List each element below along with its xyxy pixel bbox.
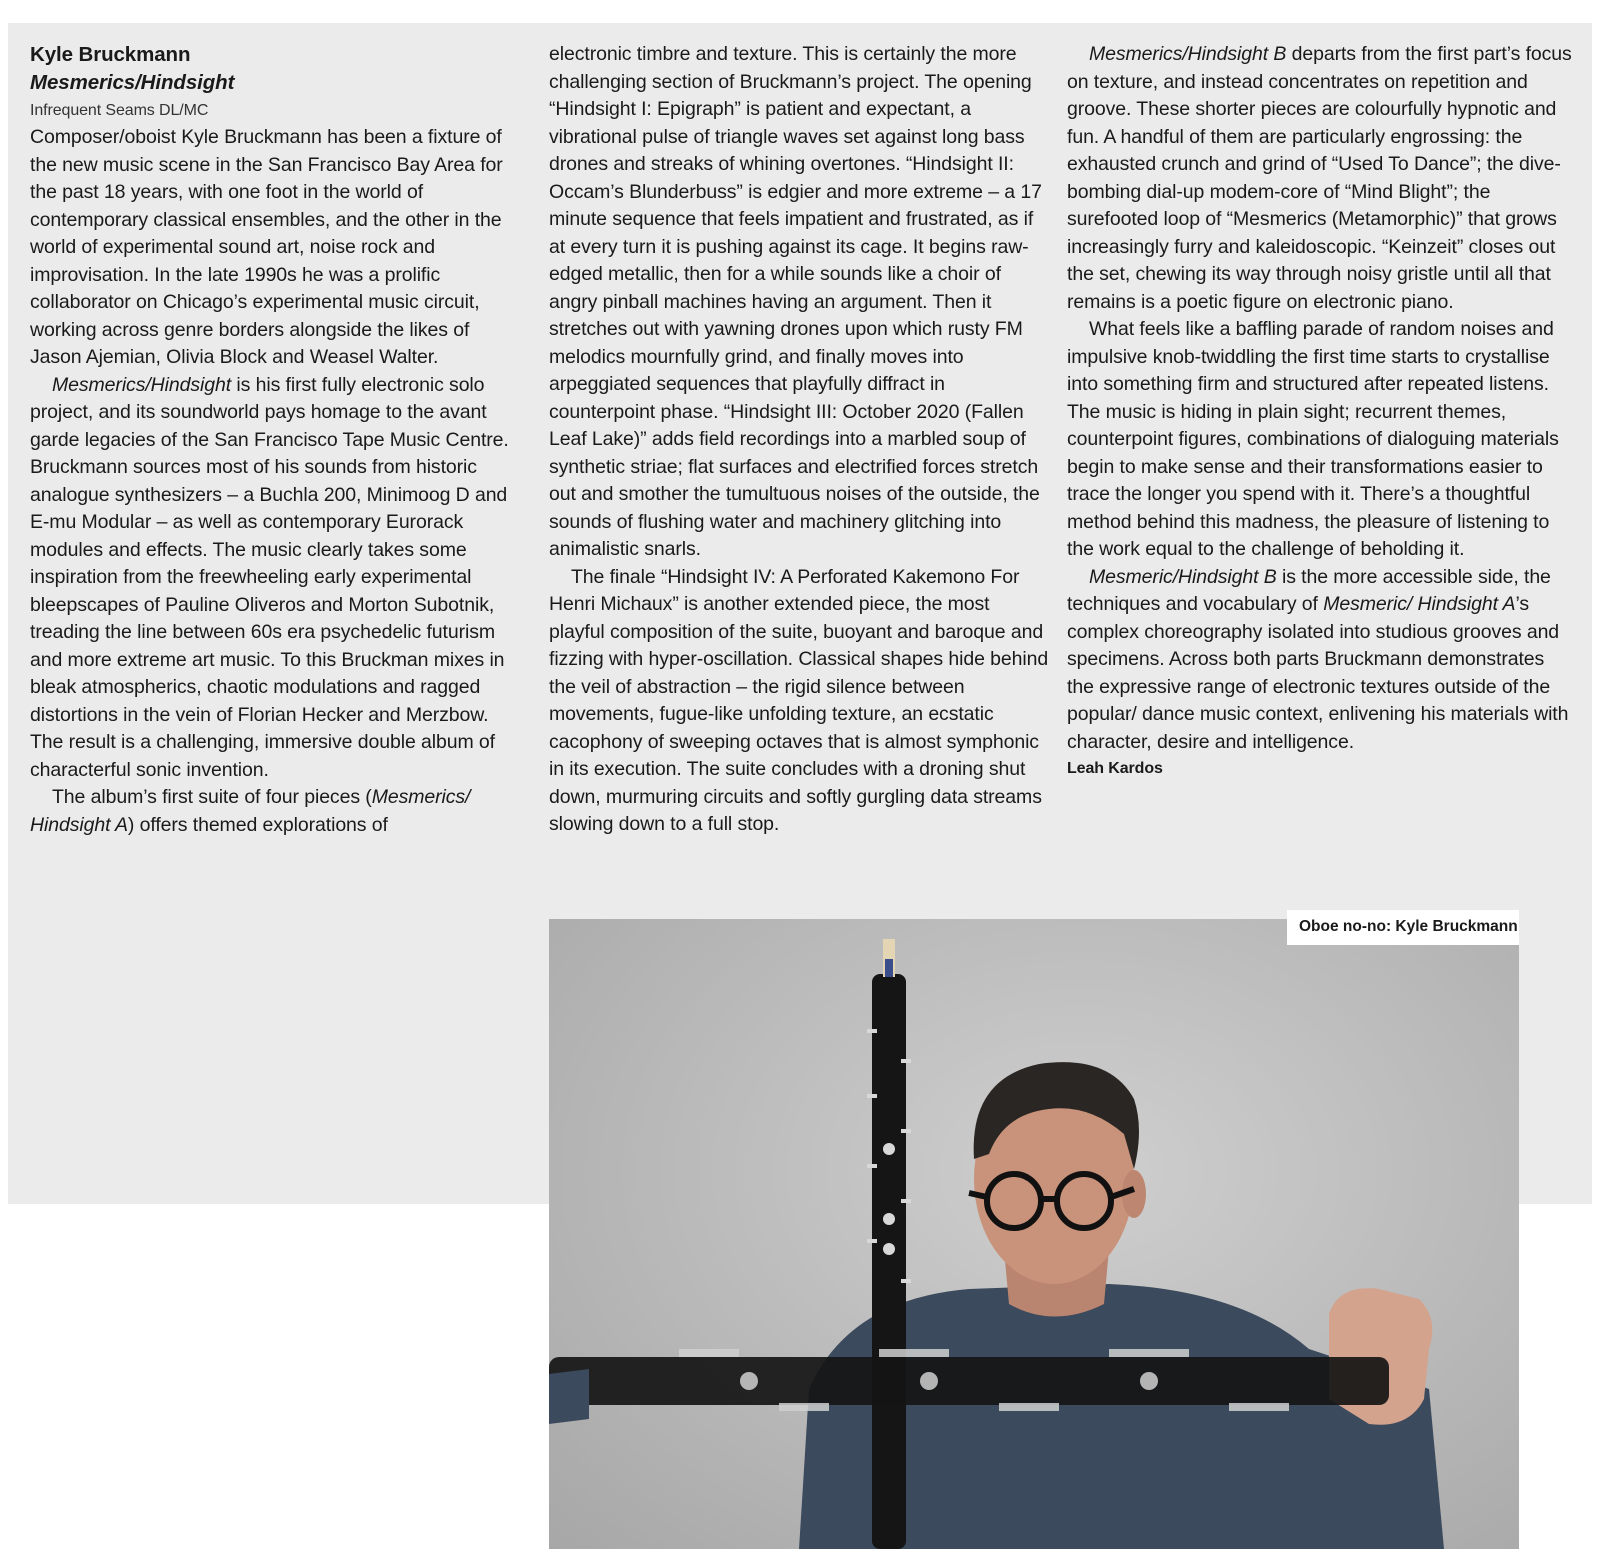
paragraph-text: is the more accessible side, the techniques and vocabulary of	[1067, 565, 1551, 615]
body-paragraph	[1067, 564, 1575, 757]
review-column-3	[1067, 41, 1575, 782]
oboe-horizontal-body	[549, 1357, 1389, 1405]
paragraph-text: ) offers themed explorations of	[127, 813, 388, 836]
body-paragraph	[1067, 41, 1575, 316]
album-title-inline: Mesmerics/Hindsight	[52, 373, 232, 396]
oboe-staple	[885, 959, 893, 977]
album-title-inline: Mesmeric/ Hindsight A	[1323, 593, 1516, 615]
body-paragraph: electronic timbre and texture. This is certainly the more challenging section of Bruckmann’s project. The opening “Hindsight I: Epigraph” is patient and expectant, a vibrational pulse of triangle waves set against long bass drones and streaks of whining overtones. “Hindsight II: Occam’s Blunderbuss” is edgier and more extreme – a 17 minute sequence that feels impatient and frustrated, as if at every turn it is pushing against its cage. It begins raw-edged metallic, then for a while sounds like a choir of angry pinball machines having an argument. Then it stretches out with yawning drones upon which rusty FM melodics mournfully grind, and finally moves into arpeggiated sequences that playfully diffract in counterpoint phase. “Hindsight III: October 2020 (Fallen Leaf Lake)” adds field recordings into a marbled soup of synthetic striae; flat surfaces and electrified forces stretch out and smother the tumultuous noises of the outside, the sounds of flushing water and machinery glitching into animalistic snarls.	[549, 43, 1042, 560]
body-paragraph: Composer/oboist Kyle Bruckmann has been a fixture of the new music scene in the San Francisco Bay Area for the past 18 years, with one foot in the world of contemporary classical ensembles, and the other in the world of experimental sound art, noise rock and improvisation. In the late 1990s he was a prolific collaborator on Chicago’s experimental music circuit, working across genre borders alongside the likes of Jason Ajemian, Olivia Block and Weasel Walter.	[30, 126, 503, 368]
record-label: Infrequent Seams DL/MC	[30, 102, 209, 119]
paragraph-text: ’s complex choreography isolated into studious grooves and specimens. Across both parts Bruckmann demonstrates the expressive range of electronic textures outside of the popular/ dance music context, enlivening his materials with character, desire and intelligence.	[1067, 593, 1569, 753]
paragraph-text: The album’s first suite of four pieces (	[52, 786, 372, 808]
review-column-1	[30, 41, 520, 839]
oboe-vertical-body	[872, 974, 906, 1549]
artist-photo	[549, 919, 1519, 1549]
body-paragraph	[30, 372, 520, 785]
forearm	[549, 1369, 589, 1424]
album-title-inline: Mesmerics/Hindsight B	[1089, 43, 1287, 65]
album-title-inline: Mesmeric/Hindsight B	[1089, 565, 1277, 588]
artist-name: Kyle Bruckmann	[30, 43, 191, 66]
reviewer-name: Leah Kardos	[1067, 760, 1163, 777]
body-paragraph: The finale “Hindsight IV: A Perforated Kakemono For Henri Michaux” is another extended piece, the most playful composition of the suite, buoyant and baroque and fizzing with hyper-oscillation. Classical shapes hide behind the veil of abstraction – the rigid silence between movements, fugue-like unfolding texture, an ecstatic cacophony of sweeping octaves that is almost symphonic in its execution. The suite concludes with a droning shut down, murmuring circuits and softly gurgling data streams slowing down to a full stop.	[549, 565, 1049, 835]
body-paragraph: What feels like a baffling parade of random noises and impulsive knob-twiddling the first time starts to crystallise into something firm and structured after repeated listens. The music is hiding in plain sight; recurrent themes, counterpoint figures, combinations of dialoguing materials begin to make sense and their transformations easier to trace the longer you spend with it. There’s a thoughtful method behind this madness, the pleasure of listening to the work equal to the challenge of beholding it.	[1067, 318, 1559, 560]
album-title-inline: Mesmerics/ Hindsight A	[30, 786, 471, 836]
paragraph-text: departs from the first part’s focus on texture, and instead concentrates on repetition and groove. These shorter pieces are colourfully hypnotic and fun. A handful of them are particularly engrossing: the exhausted crunch and grind of “Used To Dance”; the dive-bombing dial-up modem-core of “Mind Blight”; the surefooted loop of “Mesmerics (Metamorphic)” that grows increasingly furry and kaleidoscopic. “Keinzeit” closes out the set, chewing its way through noisy gristle until all that remains is a poetic figure on electronic piano.	[1067, 43, 1572, 313]
album-title: Mesmerics/Hindsight	[30, 71, 235, 94]
paragraph-text: is his first fully electronic solo project, and its soundworld pays homage to the avant garde legacies of the San Francisco Tape Music Centre. Bruckmann sources most of his sounds from historic analogue synthesizers – a Buchla 200, Minimoog D and E-mu Modular – as well as contemporary Eurorack modules and effects. The music clearly takes some inspiration from the freewheeling early experimental bleepscapes of Pauline Oliveros and Morton Subotnik, treading the line between 60s era psychedelic futurism and more extreme art music. To this Bruckman mixes in bleak atmospherics, chaotic modulations and ragged distortions in the vein of Florian Hecker and Merzbow. The result is a challenging, immersive double album of characterful sonic invention.	[30, 373, 509, 781]
photo-illustration	[549, 919, 1519, 1549]
review-column-2	[549, 41, 1049, 839]
body-paragraph	[30, 784, 520, 839]
photo-caption: Oboe no-no: Kyle Bruckmann	[1287, 910, 1519, 945]
